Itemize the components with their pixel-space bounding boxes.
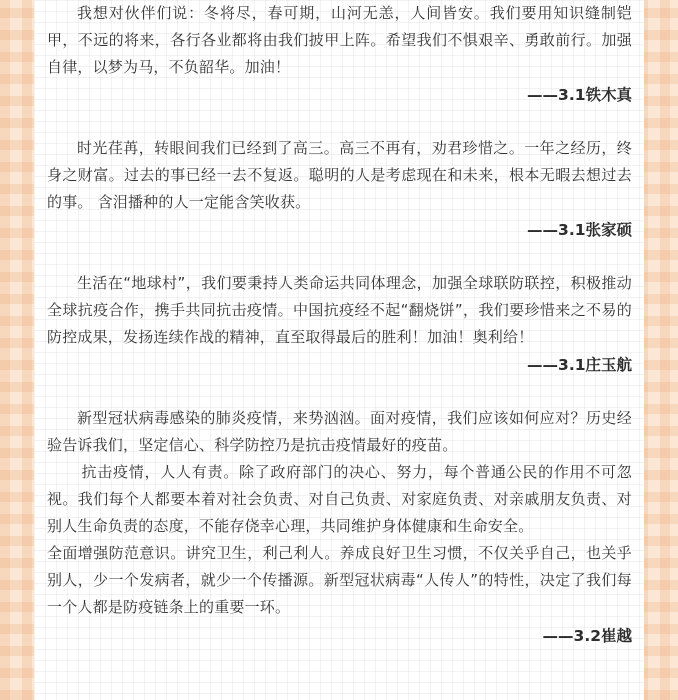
signature: ——3.1庄玉航 xyxy=(527,356,632,374)
message-paragraph: 抗击疫情，人人有责。除了政府部门的决心、努力，每个普通公民的作用不可忽视。我们每个人都要本着对社会负责、对自己负责、对家庭负责、对亲戚朋友负责、对别人生命负责的态度，不能存侥幸心理，共同维护身体健康和生命安全。 xyxy=(47,463,632,535)
message-entry xyxy=(47,135,632,244)
signature: ——3.1张家硕 xyxy=(527,221,632,239)
message-paragraph: 时光荏苒，转眼间我们已经到了高三。高三不再有，劝君珍惜之。一年之经历，终身之财富。过去的事已经一去不复返。聪明的人是考虑现在和未来，根本无暇去想过去的事。 含泪播种的人一定能含笑收获。 xyxy=(47,139,632,211)
message-entry xyxy=(47,405,632,650)
message-entry xyxy=(47,270,632,379)
signature: ——3.1铁木真 xyxy=(527,86,632,104)
message-paragraph: 我想对伙伴们说：冬将尽，春可期，山河无恙，人间皆安。我们要用知识缝制铠甲，不远的将来，各行各业都将由我们披甲上阵。希望我们不惧艰辛、勇敢前行。加强自律，以梦为马，不负韶华。加油！ xyxy=(47,4,632,76)
signature: ——3.2崔越 xyxy=(542,627,632,645)
message-paragraph: 新型冠状病毒感染的肺炎疫情，来势汹汹。面对疫情，我们应该如何应对？历史经验告诉我们，坚定信心、科学防控乃是抗击疫情最好的疫苗。 xyxy=(47,409,632,454)
message-paragraph: 生活在“地球村”，我们要秉持人类命运共同体理念，加强全球联防联控，积极推动全球抗疫合作，携手共同抗击疫情。中国抗疫经不起“翻烧饼”，我们要珍惜来之不易的防控成果，发扬连续作战的精神，直至取得最后的胜利！加油！奥利给！ xyxy=(47,274,632,346)
message-entry xyxy=(47,0,632,109)
message-paragraph: 全面增强防范意识。讲究卫生，利己利人。养成良好卫生习惯，不仅关乎自己，也关乎别人，少一个发病者，就少一个传播源。新型冠状病毒“人传人”的特性，决定了我们每一个人都是防疫链条上的重要一环。 xyxy=(47,544,632,616)
message-paper xyxy=(34,0,644,700)
